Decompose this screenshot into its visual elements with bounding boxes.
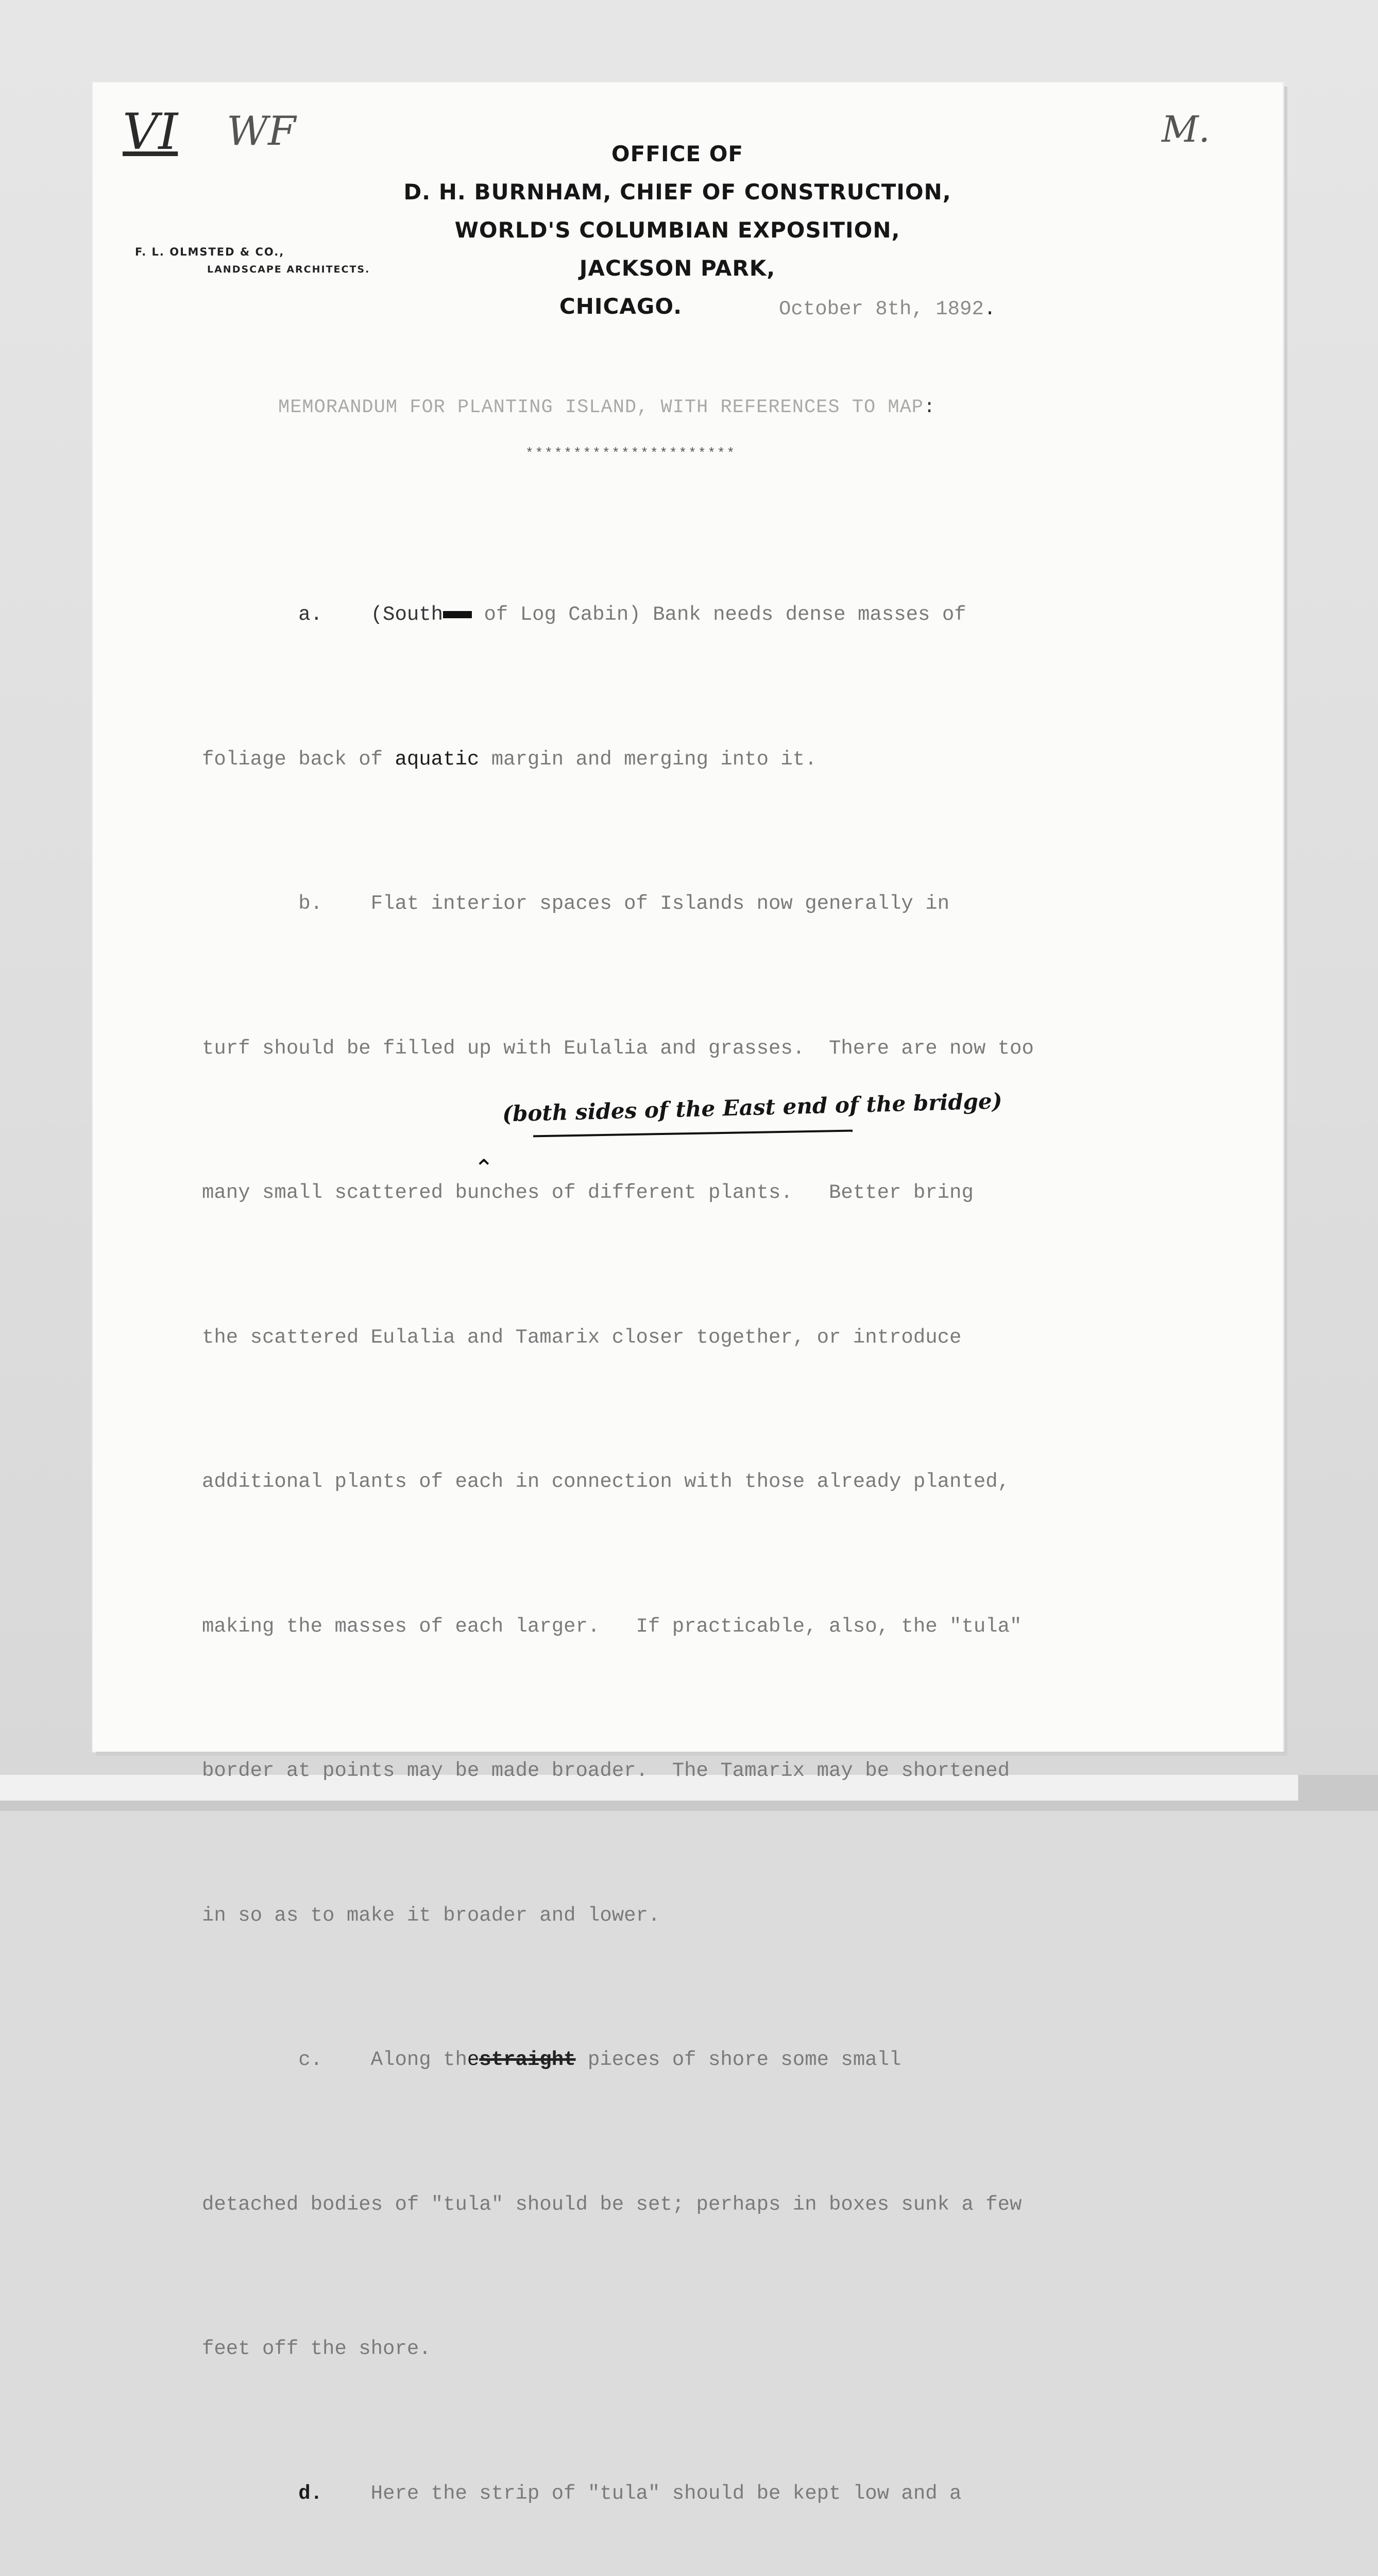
memo-divider: ********************** bbox=[525, 446, 737, 461]
firm-title: LANDSCAPE ARCHITECTS. bbox=[207, 264, 370, 275]
handwritten-insert: (both sides of the East end of the bridge) bbox=[502, 1088, 1003, 1127]
line-text: margin and merging into it. bbox=[479, 748, 817, 771]
memo-line: making the masses of each larger. If practicable, also, the "tula" bbox=[202, 1615, 1022, 1638]
memo-line: additional plants of each in connection with those already planted, bbox=[202, 1470, 1010, 1493]
handwritten-e: e bbox=[467, 2048, 480, 2071]
line-text: foliage back of bbox=[202, 748, 395, 771]
memo-line: b. Flat interior spaces of Islands now generally in bbox=[202, 892, 950, 915]
marginalia-numeral: VI bbox=[123, 103, 178, 161]
letterhead-line-2: D. H. BURNHAM, CHIEF OF CONSTRUCTION, bbox=[403, 179, 951, 205]
marginalia-initials: WF bbox=[227, 108, 296, 155]
memo-line bbox=[202, 736, 1243, 784]
memo-line: feet off the shore. bbox=[202, 2337, 431, 2360]
letter-date bbox=[779, 298, 996, 320]
memo-title-colon: : bbox=[924, 397, 936, 418]
memo-line: many small scattered bunches of different plants. Better bring bbox=[202, 1181, 974, 1204]
memo-line bbox=[202, 591, 1243, 639]
item-a-lead: a. (South bbox=[202, 603, 444, 626]
aquatic-correction: aquatic bbox=[395, 748, 480, 771]
memo-line bbox=[202, 2036, 1243, 2084]
firm-name: F. L. OLMSTED & CO., bbox=[135, 246, 285, 258]
line-text: c. Along th bbox=[202, 2048, 467, 2071]
firm-block bbox=[135, 243, 370, 278]
memo-line: border at points may be made broader. The Tamarix may be shortened bbox=[202, 1759, 1010, 1782]
letterhead-line-1: OFFICE OF bbox=[611, 141, 744, 166]
date-text: October 8th, 1892 bbox=[779, 298, 984, 320]
date-period: . bbox=[983, 298, 996, 320]
memo-title-text: MEMORANDUM FOR PLANTING ISLAND, WITH REFERENCES TO MAP bbox=[278, 397, 924, 418]
memo-line bbox=[202, 2470, 1243, 2518]
memo-line: in so as to make it broader and lower. bbox=[202, 1904, 660, 1927]
ink-blot bbox=[443, 611, 472, 618]
marginalia-letter: M. bbox=[1162, 108, 1210, 150]
memo-body bbox=[202, 495, 1243, 2576]
struck-word: straight bbox=[479, 2048, 576, 2071]
letterhead-line-5: CHICAGO. bbox=[559, 294, 683, 319]
line-text: Here the strip of "tula" should be kept low and a bbox=[322, 2482, 962, 2505]
letterhead bbox=[381, 135, 974, 326]
memo-line: the scattered Eulalia and Tamarix closer together, or introduce bbox=[202, 1326, 962, 1349]
memo-line: detached bodies of "tula" should be set; perhaps in boxes sunk a few bbox=[202, 2193, 1022, 2216]
letterhead-line-4: JACKSON PARK, bbox=[579, 256, 776, 281]
letterhead-line-3: WORLD'S COLUMBIAN EXPOSITION, bbox=[454, 217, 900, 243]
line-text: pieces of shore some small bbox=[575, 2048, 901, 2071]
item-a-text: of Log Cabin) Bank needs dense masses of bbox=[472, 603, 966, 626]
insertion-caret: ⌃ bbox=[474, 1154, 494, 1182]
memo-title bbox=[278, 397, 935, 418]
memo-line: turf should be filled up with Eulalia and grasses. There are now too bbox=[202, 1037, 1034, 1060]
item-d-label: d. bbox=[202, 2482, 323, 2505]
